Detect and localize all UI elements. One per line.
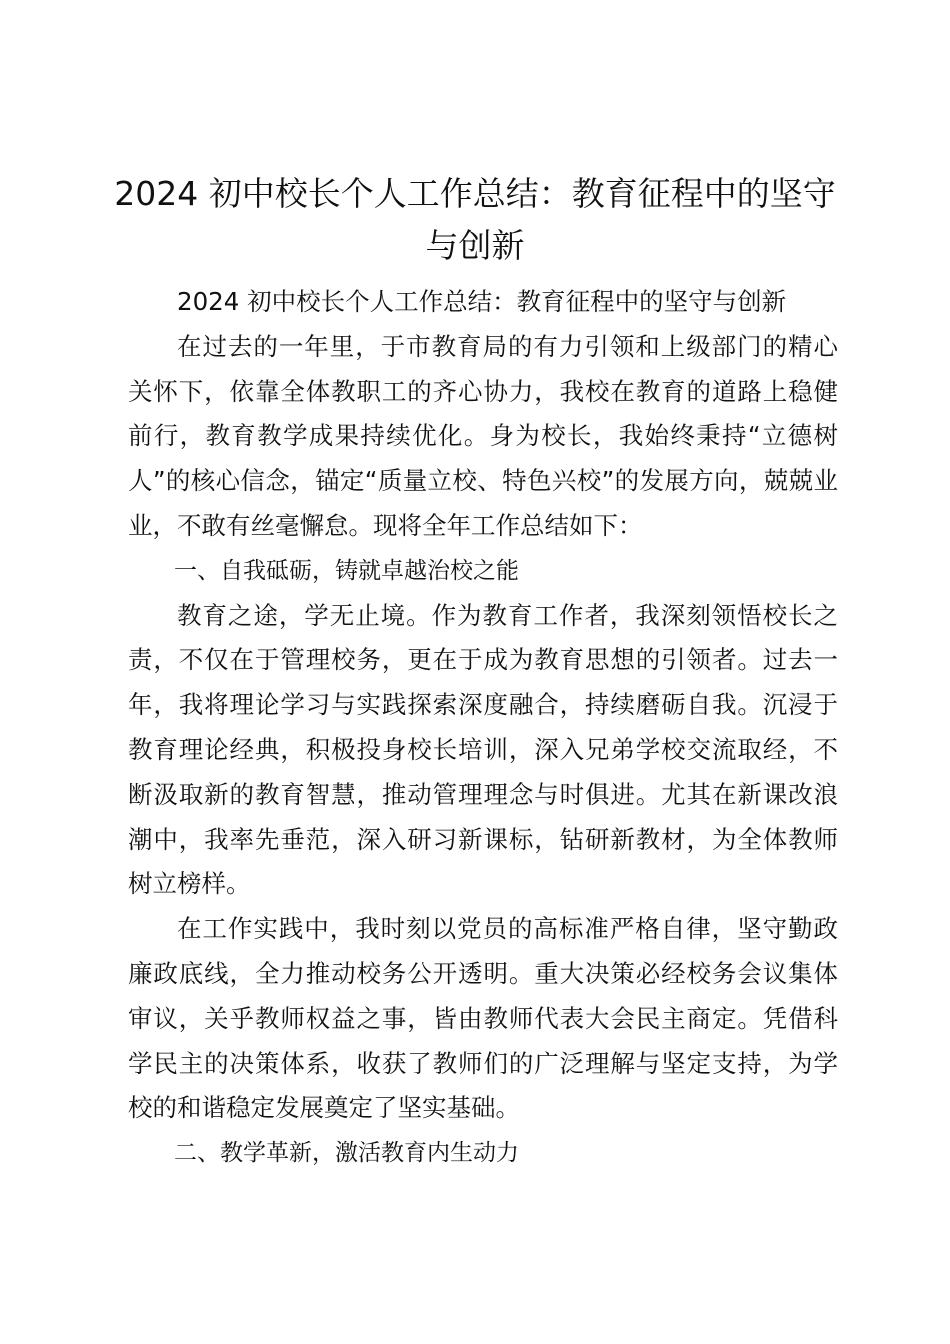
document-subtitle: 2024 初中校长个人工作总结：教育征程中的坚守与创新 <box>177 287 787 316</box>
paragraph-section1-b: 在工作实践中，我时刻以党员的高标准严格自律，坚守勤政廉政底线，全力推动校务公开透明。重大决策必经校务会议集体审议，关乎教师权益之事，皆由教师代表大会民主商定。凭借科学民主的决策体系，收获了教师们的广泛理解与坚定支持，为学校的和谐稳定发展奠定了坚实基础。 <box>128 914 838 1123</box>
document-title: 2024 初中校长个人工作总结：教育征程中的坚守与创新 <box>114 174 836 265</box>
document-body <box>128 280 838 1176</box>
section-heading-2: 二、教学革新，激活教育内生动力 <box>174 1140 519 1167</box>
paragraph-intro: 在过去的一年里，于市教育局的有力引领和上级部门的精心关怀下，依靠全体教职工的齐心协力，我校在教育的道路上稳健前行，教育教学成果持续优化。身为校长，我始终秉持“立德树人”的核心信念，锚定“质量立校、特色兴校”的发展方向，兢兢业业，不敢有丝毫懈怠。现将全年工作总结如下： <box>128 331 838 540</box>
paragraph-section1-a: 教育之途，学无止境。作为教育工作者，我深刻领悟校长之责，不仅在于管理校务，更在于成为教育思想的引领者。过去一年，我将理论学习与实践探索深度融合，持续磨砺自我。沉浸于教育理论经典，积极投身校长培训，深入兄弟学校交流取经，不断汲取新的教育智慧，推动管理理念与时俱进。尤其在新课改浪潮中，我率先垂范，深入研习新课标，钻研新教材，为全体教师树立榜样。 <box>128 600 838 899</box>
section-heading-1: 一、自我砥砺，铸就卓越治校之能 <box>174 557 519 584</box>
